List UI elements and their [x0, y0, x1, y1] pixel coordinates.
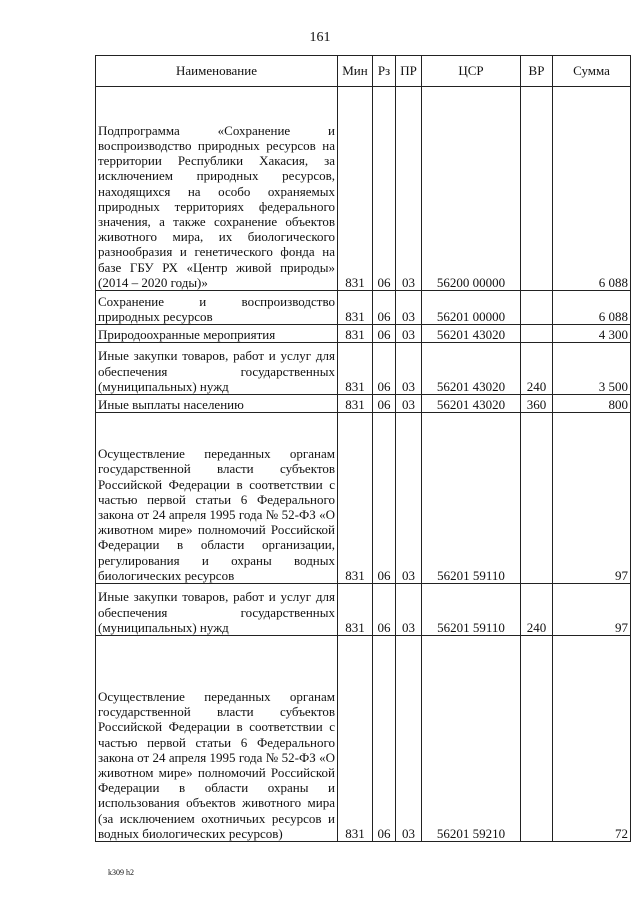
header-rz: Рз — [373, 56, 396, 87]
row-min: 831 — [338, 413, 373, 584]
row-csr: 56201 00000 — [422, 291, 521, 325]
row-name: Иные выплаты населению — [96, 395, 338, 413]
row-sum: 4 300 — [553, 325, 631, 343]
table-row — [96, 413, 631, 584]
table-row — [96, 395, 631, 413]
row-csr: 56201 59210 — [422, 636, 521, 842]
row-csr: 56201 59110 — [422, 413, 521, 584]
row-rz: 06 — [373, 343, 396, 395]
header-csr: ЦСР — [422, 56, 521, 87]
row-pr: 03 — [396, 325, 422, 343]
row-sum: 6 088 — [553, 291, 631, 325]
row-csr: 56201 59110 — [422, 584, 521, 636]
header-vr: ВР — [521, 56, 553, 87]
header-name: Наименование — [96, 56, 338, 87]
row-vr: 360 — [521, 395, 553, 413]
row-pr: 03 — [396, 584, 422, 636]
header-min: Мин — [338, 56, 373, 87]
budget-table — [95, 55, 631, 842]
row-pr: 03 — [396, 395, 422, 413]
row-sum: 800 — [553, 395, 631, 413]
row-vr — [521, 325, 553, 343]
row-min: 831 — [338, 87, 373, 291]
row-vr — [521, 291, 553, 325]
row-pr: 03 — [396, 636, 422, 842]
table-row — [96, 343, 631, 395]
table-row — [96, 87, 631, 291]
row-vr — [521, 87, 553, 291]
row-sum: 6 088 — [553, 87, 631, 291]
row-min: 831 — [338, 291, 373, 325]
row-name: Сохранение и воспроизводство природных ресурсов — [96, 291, 338, 325]
table-row — [96, 584, 631, 636]
row-sum: 97 — [553, 584, 631, 636]
row-pr: 03 — [396, 291, 422, 325]
row-rz: 06 — [373, 87, 396, 291]
row-csr: 56201 43020 — [422, 325, 521, 343]
row-min: 831 — [338, 395, 373, 413]
row-pr: 03 — [396, 87, 422, 291]
footer-code: k309 h2 — [108, 868, 134, 877]
table-row — [96, 291, 631, 325]
table-row — [96, 325, 631, 343]
row-csr: 56201 43020 — [422, 343, 521, 395]
row-sum: 72 — [553, 636, 631, 842]
row-sum: 97 — [553, 413, 631, 584]
row-min: 831 — [338, 343, 373, 395]
row-csr: 56200 00000 — [422, 87, 521, 291]
row-name: Иные закупки товаров, работ и услуг для обеспечения государственных (муниципальных) нужд — [96, 584, 338, 636]
row-name: Осуществление переданных органам государственной власти субъектов Российской Федерации в соответствии с частью первой статьи 6 Федерального закона от 24 апреля 1995 года № 52-ФЗ «О животном мире» полномочий Российской Федерации в области охраны и использования объектов животного мира (за исключением охотничьих ресурсов и водных биологических ресурсов) — [96, 636, 338, 842]
row-vr: 240 — [521, 584, 553, 636]
row-rz: 06 — [373, 325, 396, 343]
row-min: 831 — [338, 584, 373, 636]
row-rz: 06 — [373, 584, 396, 636]
row-pr: 03 — [396, 413, 422, 584]
table-row — [96, 636, 631, 842]
row-name: Подпрограмма «Сохранение и воспроизводство природных ресурсов на территории Республики Хакасия, за исключением природных ресурсов, находящихся на особо охраняемых природных территориях федерального значения, а также сохранение объектов животного мира, их биологического разнообразия и генетического фонда на базе ГБУ РХ «Центр живой природы» (2014 – 2020 годы)» — [96, 87, 338, 291]
page-number: 161 — [309, 30, 331, 45]
row-sum: 3 500 — [553, 343, 631, 395]
row-pr: 03 — [396, 343, 422, 395]
row-rz: 06 — [373, 291, 396, 325]
row-rz: 06 — [373, 395, 396, 413]
row-name: Иные закупки товаров, работ и услуг для обеспечения государственных (муниципальных) нужд — [96, 343, 338, 395]
header-pr: ПР — [396, 56, 422, 87]
row-vr — [521, 413, 553, 584]
row-csr: 56201 43020 — [422, 395, 521, 413]
row-rz: 06 — [373, 413, 396, 584]
row-min: 831 — [338, 636, 373, 842]
row-vr: 240 — [521, 343, 553, 395]
row-min: 831 — [338, 325, 373, 343]
table-header-row — [96, 56, 631, 87]
header-sum: Сумма — [553, 56, 631, 87]
row-rz: 06 — [373, 636, 396, 842]
row-name: Природоохранные мероприятия — [96, 325, 338, 343]
row-name: Осуществление переданных органам государственной власти субъектов Российской Федерации в соответствии с частью первой статьи 6 Федерального закона от 24 апреля 1995 года № 52-ФЗ «О животном мире» полномочий Российской Федерации в области организации, регулирования и охраны водных биологических ресурсов — [96, 413, 338, 584]
row-vr — [521, 636, 553, 842]
